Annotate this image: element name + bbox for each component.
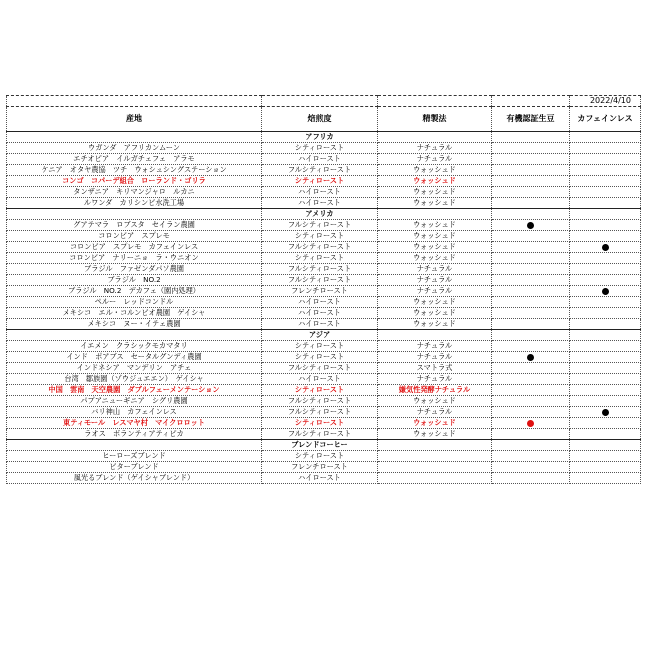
coffee-row <box>7 198 641 209</box>
decaf-cell <box>570 407 641 418</box>
section-cell <box>7 330 262 341</box>
decaf-cell <box>570 341 641 352</box>
section-title: アメリカ <box>262 209 378 220</box>
decaf-mark-icon <box>602 244 609 251</box>
process-cell: ウォッシュド <box>378 308 492 319</box>
origin-cell: ブラジル NO.2 デカフェ（園内処理） <box>7 286 262 297</box>
process-cell: ウォッシュド <box>378 220 492 231</box>
section-cell <box>570 330 641 341</box>
process-cell: 嫌気性発酵ナチュラル <box>378 385 492 396</box>
origin-cell: インドネシア マンデリン アチェ <box>7 363 262 374</box>
process-cell: ウォッシュド <box>378 242 492 253</box>
roast-cell: ハイロースト <box>262 319 378 330</box>
decaf-cell <box>570 319 641 330</box>
organic-cell <box>492 198 570 209</box>
roast-cell: シティロースト <box>262 418 378 429</box>
coffee-row <box>7 275 641 286</box>
coffee-row <box>7 143 641 154</box>
origin-cell: イエメン クラシックモカマタリ <box>7 341 262 352</box>
coffee-row <box>7 429 641 440</box>
header-organic: 有機認証生豆 <box>492 107 570 132</box>
organic-cell <box>492 242 570 253</box>
date-label: 2022/4/10 <box>589 96 631 105</box>
organic-cell <box>492 220 570 231</box>
coffee-row <box>7 220 641 231</box>
roast-cell: フルシティロースト <box>262 242 378 253</box>
process-cell: ウォッシュド <box>378 319 492 330</box>
section-cell <box>7 440 262 451</box>
process-cell: ナチュラル <box>378 264 492 275</box>
roast-cell: フルシティロースト <box>262 275 378 286</box>
blank-row <box>7 96 641 107</box>
decaf-cell <box>570 275 641 286</box>
origin-cell: ビターブレンド <box>7 462 262 473</box>
coffee-row <box>7 264 641 275</box>
section-cell <box>378 132 492 143</box>
organic-cell <box>492 374 570 385</box>
decaf-cell <box>570 385 641 396</box>
section-cell <box>378 209 492 220</box>
coffee-row <box>7 418 641 429</box>
origin-cell: インド ポアブス セータルグンディ農園 <box>7 352 262 363</box>
header-row <box>7 107 641 132</box>
roast-cell: ハイロースト <box>262 308 378 319</box>
decaf-cell <box>570 264 641 275</box>
coffee-row <box>7 352 641 363</box>
decaf-cell <box>570 473 641 484</box>
roast-cell: シティロースト <box>262 176 378 187</box>
process-cell: ウォッシュド <box>378 198 492 209</box>
roast-cell: フルシティロースト <box>262 396 378 407</box>
organic-cell <box>492 286 570 297</box>
process-cell: ウォッシュド <box>378 429 492 440</box>
roast-cell: フルシティロースト <box>262 407 378 418</box>
section-cell <box>492 330 570 341</box>
coffee-row <box>7 154 641 165</box>
coffee-row <box>7 396 641 407</box>
decaf-cell <box>570 418 641 429</box>
origin-cell: 風光るブレンド（ゲイシャブレンド） <box>7 473 262 484</box>
origin-cell: ウガンダ アフリカンムーン <box>7 143 262 154</box>
process-cell: ナチュラル <box>378 154 492 165</box>
decaf-cell <box>570 220 641 231</box>
process-cell: ウォッシュド <box>378 297 492 308</box>
decaf-cell <box>570 176 641 187</box>
origin-cell: 台湾 鄒族園（ゾウジュエエン） ゲイシャ <box>7 374 262 385</box>
organic-cell <box>492 187 570 198</box>
decaf-cell <box>570 187 641 198</box>
coffee-row <box>7 374 641 385</box>
roast-cell: フレンチロースト <box>262 286 378 297</box>
section-header-row <box>7 132 641 143</box>
process-cell <box>378 451 492 462</box>
roast-cell: シティロースト <box>262 341 378 352</box>
origin-cell: ブラジル NO.2 <box>7 275 262 286</box>
organic-cell <box>492 319 570 330</box>
organic-mark-icon <box>527 354 534 361</box>
decaf-cell <box>570 451 641 462</box>
decaf-cell <box>570 462 641 473</box>
origin-cell: メキシコ エル・コルンビオ農園 ゲイシャ <box>7 308 262 319</box>
origin-cell: メキシコ ヌー・イテェ農園 <box>7 319 262 330</box>
coffee-row <box>7 473 641 484</box>
roast-cell: ハイロースト <box>262 374 378 385</box>
roast-cell: ハイロースト <box>262 473 378 484</box>
process-cell: ナチュラル <box>378 374 492 385</box>
roast-cell: フレンチロースト <box>262 462 378 473</box>
origin-cell: コロンビア スプレモ カフェインレス <box>7 242 262 253</box>
coffee-table <box>6 95 641 484</box>
header-roast: 焙煎度 <box>262 107 378 132</box>
process-cell: ウォッシュド <box>378 418 492 429</box>
roast-cell: フルシティロースト <box>262 165 378 176</box>
decaf-cell <box>570 165 641 176</box>
roast-cell: シティロースト <box>262 253 378 264</box>
section-header-row <box>7 330 641 341</box>
roast-cell: シティロースト <box>262 352 378 363</box>
origin-cell: ルワンダ カリシンビ水洗工場 <box>7 198 262 209</box>
organic-cell <box>492 429 570 440</box>
decaf-cell <box>570 297 641 308</box>
header-process: 精製法 <box>378 107 492 132</box>
roast-cell: ハイロースト <box>262 198 378 209</box>
roast-cell: シティロースト <box>262 385 378 396</box>
section-cell <box>570 132 641 143</box>
process-cell: ウォッシュド <box>378 165 492 176</box>
section-title: アフリカ <box>262 132 378 143</box>
decaf-cell <box>570 198 641 209</box>
organic-cell <box>492 341 570 352</box>
coffee-row <box>7 341 641 352</box>
organic-cell <box>492 352 570 363</box>
process-cell: ウォッシュド <box>378 253 492 264</box>
section-cell <box>7 132 262 143</box>
origin-cell: ヒーローズブレンド <box>7 451 262 462</box>
process-cell: ナチュラル <box>378 352 492 363</box>
coffee-row <box>7 231 641 242</box>
coffee-row <box>7 451 641 462</box>
coffee-row <box>7 308 641 319</box>
decaf-cell <box>570 374 641 385</box>
section-header-row <box>7 209 641 220</box>
process-cell: ウォッシュド <box>378 396 492 407</box>
organic-cell <box>492 253 570 264</box>
decaf-cell <box>570 363 641 374</box>
decaf-mark-icon <box>602 409 609 416</box>
coffee-row <box>7 385 641 396</box>
section-cell <box>570 440 641 451</box>
origin-cell: バリ神山 カフェインレス <box>7 407 262 418</box>
origin-cell: 中国 雲南 天空農園 ダブルフェーメンテーション <box>7 385 262 396</box>
roast-cell: ハイロースト <box>262 297 378 308</box>
section-title: ブレンドコーヒー <box>262 440 378 451</box>
process-cell: ウォッシュド <box>378 176 492 187</box>
origin-cell: ブラジル ファゼンダパソ農園 <box>7 264 262 275</box>
section-cell <box>7 209 262 220</box>
process-cell: ナチュラル <box>378 407 492 418</box>
organic-mark-icon <box>527 420 534 427</box>
coffee-row <box>7 462 641 473</box>
origin-cell: ケニア オタヤ農協 ツチ ウォシュシングステーション <box>7 165 262 176</box>
organic-cell <box>492 165 570 176</box>
origin-cell: 東ティモール レスマヤ村 マイクロロット <box>7 418 262 429</box>
coffee-row <box>7 407 641 418</box>
organic-cell <box>492 264 570 275</box>
organic-cell <box>492 154 570 165</box>
decaf-cell <box>570 231 641 242</box>
organic-cell <box>492 451 570 462</box>
decaf-cell <box>570 242 641 253</box>
section-cell <box>492 132 570 143</box>
origin-cell: ラオス ボランティアティピカ <box>7 429 262 440</box>
section-cell <box>492 209 570 220</box>
roast-cell: フルシティロースト <box>262 220 378 231</box>
coffee-row <box>7 242 641 253</box>
coffee-row <box>7 253 641 264</box>
origin-cell: コンゴ コパーデ組合 ローランド・ゴリラ <box>7 176 262 187</box>
origin-cell: タンザニア キリマンジャロ ルカニ <box>7 187 262 198</box>
organic-cell <box>492 143 570 154</box>
coffee-row <box>7 319 641 330</box>
origin-cell: グアテマラ ロブスタ セイラン農園 <box>7 220 262 231</box>
organic-cell <box>492 462 570 473</box>
process-cell: ウォッシュド <box>378 231 492 242</box>
decaf-cell <box>570 429 641 440</box>
decaf-cell <box>570 286 641 297</box>
organic-cell <box>492 275 570 286</box>
roast-cell: フルシティロースト <box>262 363 378 374</box>
roast-cell: ハイロースト <box>262 187 378 198</box>
coffee-row <box>7 176 641 187</box>
process-cell: ナチュラル <box>378 143 492 154</box>
decaf-cell <box>570 396 641 407</box>
decaf-cell <box>570 143 641 154</box>
process-cell: スマトラ式 <box>378 363 492 374</box>
decaf-cell <box>570 308 641 319</box>
roast-cell: フルシティロースト <box>262 264 378 275</box>
coffee-row <box>7 363 641 374</box>
organic-cell <box>492 297 570 308</box>
roast-cell: シティロースト <box>262 451 378 462</box>
section-cell <box>570 209 641 220</box>
coffee-row <box>7 286 641 297</box>
organic-cell <box>492 308 570 319</box>
decaf-cell <box>570 154 641 165</box>
section-header-row <box>7 440 641 451</box>
section-title: アジア <box>262 330 378 341</box>
decaf-cell <box>570 352 641 363</box>
organic-cell <box>492 396 570 407</box>
section-cell <box>378 330 492 341</box>
decaf-mark-icon <box>602 288 609 295</box>
coffee-row <box>7 297 641 308</box>
origin-cell: パプアニューギニア シグリ農園 <box>7 396 262 407</box>
organic-cell <box>492 418 570 429</box>
process-cell <box>378 473 492 484</box>
header-origin: 産地 <box>7 107 262 132</box>
section-cell <box>492 440 570 451</box>
roast-cell: フルシティロースト <box>262 429 378 440</box>
origin-cell: エチオピア イルガチェフェ アラモ <box>7 154 262 165</box>
organic-cell <box>492 385 570 396</box>
organic-mark-icon <box>527 222 534 229</box>
process-cell: ナチュラル <box>378 286 492 297</box>
process-cell <box>378 462 492 473</box>
header-decaf: カフェインレス <box>570 107 641 132</box>
organic-cell <box>492 407 570 418</box>
section-cell <box>378 440 492 451</box>
organic-cell <box>492 231 570 242</box>
decaf-cell <box>570 253 641 264</box>
process-cell: ナチュラル <box>378 341 492 352</box>
roast-cell: シティロースト <box>262 143 378 154</box>
organic-cell <box>492 363 570 374</box>
coffee-row <box>7 165 641 176</box>
roast-cell: ハイロースト <box>262 154 378 165</box>
coffee-row <box>7 187 641 198</box>
coffee-table-sheet <box>6 95 640 484</box>
organic-cell <box>492 473 570 484</box>
origin-cell: コロンビア スプレモ <box>7 231 262 242</box>
origin-cell: コロンビア ナリーニョ ラ・ウニオン <box>7 253 262 264</box>
process-cell: ウォッシュド <box>378 187 492 198</box>
process-cell: ナチュラル <box>378 275 492 286</box>
roast-cell: シティロースト <box>262 231 378 242</box>
organic-cell <box>492 176 570 187</box>
origin-cell: ペルー レッドコンドル <box>7 297 262 308</box>
